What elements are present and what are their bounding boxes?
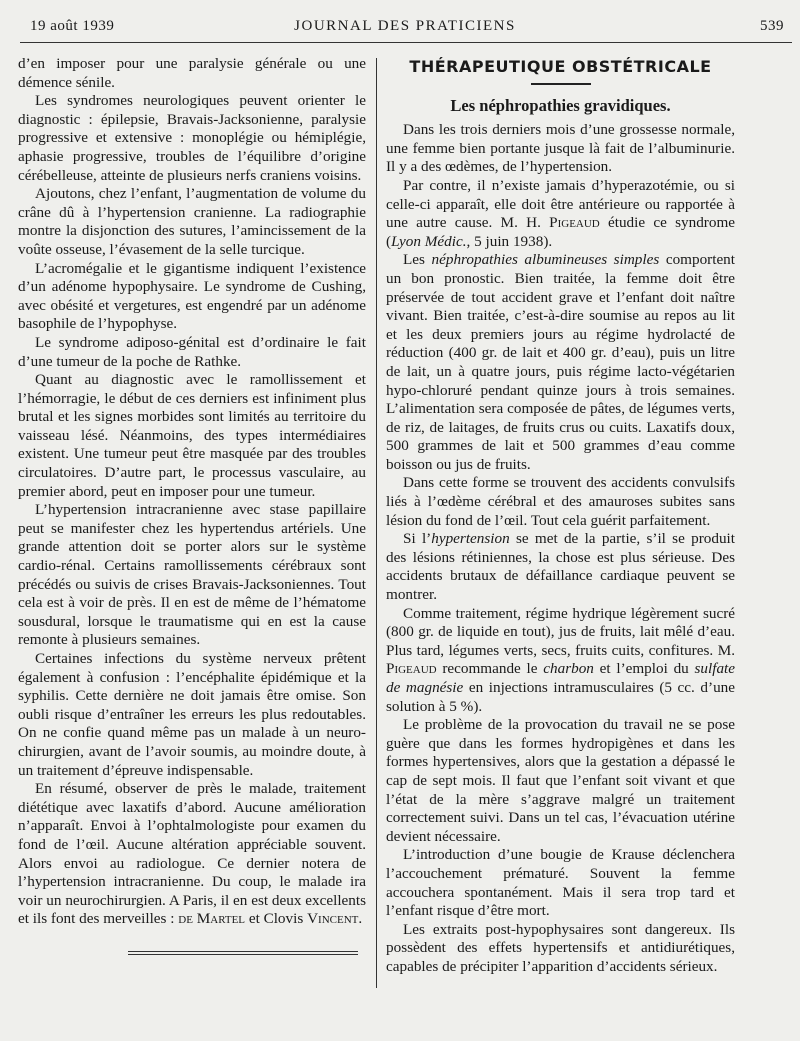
article-title: Les néphropathies gravidiques.	[450, 95, 671, 115]
text-run: Si l’	[403, 530, 432, 548]
section-title: THÉRAPEUTIQUE OBSTÉTRICALE	[409, 57, 712, 76]
emphasis: néphropathies albumineuses simples	[431, 251, 660, 269]
header-rule	[20, 42, 792, 43]
paragraph: Dans cette forme se trouvent des accidents convulsifs liés à l’œdème cérébral et des amauroses subites sans lésion du fond de l’œil. Tout cela guérit parfaitement.	[386, 474, 735, 529]
title-rule	[531, 83, 591, 85]
sentence-end: .	[358, 910, 363, 928]
header-date: 19 août 1939	[30, 18, 115, 34]
author-name: Pigeaud	[549, 214, 600, 232]
text-run: Comme traitement, régime hydrique légèrement sucré (800 gr. de liquide en tout), jus de fruits, lait mêlé d’eau. Plus tard, légumes verts, secs, fruits cuits, confitures. M.	[386, 604, 735, 659]
emphasis: hypertension	[431, 530, 510, 548]
text-run: Par contre, il n’existe jamais d’hyperazotémie, ou si celle-ci apparaît, elle doit être antérieure ou rapportée à une autre cause. M. H.	[386, 176, 735, 232]
paragraph: Quant au diagnostic avec le ramollissement et l’hémorragie, le début de ces derniers est infiniment plus brutal et les signes morbides sont limités au territoire du vaisseau lésé. Néanmoins, des types intermédiaires existent. Une tumeur peut être masquée par des troubles circulatoires. D’autre part, le processus vasculaire, au premier abord, peut en imposer pour une tumeur.	[18, 371, 366, 500]
text-run: Les	[403, 251, 432, 269]
author-name: de Martel	[178, 910, 246, 928]
paragraph	[386, 605, 735, 717]
text-run: étudie ce syndrome (	[386, 214, 735, 250]
author-name: Pigeaud	[386, 660, 437, 678]
paragraph: Le problème de la provocation du travail ne se pose guère que dans les formes hydropigènes et dans les formes hypertensives, alors que la gestation a dépassé le cap de sept mois. Il faut que l’enfant soit vivant et que l’état de la mère s’aggrave malgré un traitement correctement suivi. Dans un tel cas, l’évacuation utérine devient nécessaire.	[386, 716, 735, 845]
emphasis: sulfate de magnésie	[386, 660, 736, 696]
conclusion-paragraph	[18, 780, 366, 929]
end-rule	[128, 951, 358, 957]
paragraph	[386, 251, 735, 474]
emphasis: charbon	[543, 660, 594, 678]
paragraph: Dans les trois derniers mois d’une grossesse normale, une femme bien portante jusque là fait de l’albuminurie. Il y a des œdèmes, de l’hypertension.	[386, 121, 735, 176]
conclusion-text: En résumé, observer de près le malade, traitement diététique avec laxatifs d’abord. Aucune amélioration n’apparaît. Envoi à l’ophtalmologiste pour examen du fond de l’œil. Aucune altération appréciable souvent. Alors envoi au radiologue. Ce dernier notera de l’hypertension intracranienne. Du coup, le malade ira voir un neurochirurgien. A Paris, il en est deux excellents et ils font des merveilles :	[18, 780, 366, 928]
paragraph: d’en imposer pour une paralysie générale ou une démence sénile.	[18, 55, 366, 91]
text-run: comportent un bon pronostic. Bien traitée, la femme doit être préservée de tout accident grave et l’enfant doit naître vivant. Bien traitée, c’est-à-dire soumise au repos au lit et les deux premiers jours au régime hydrolacté de réduction (400 gr. de lait et 400 gr. d’eau), puis un litre de lait, un à quatre jours, puis régime lacto-végétarien hypo-chloruré pendant quinze jours à trois semaines. L’alimentation sera composée de pâtes, de légumes verts, de riz, de laitages, de fruits crus ou cuits. Laxatifs doux, 500 grammes de lait et 500 grammes d’eau comme boisson ou jus de fruits.	[386, 251, 735, 473]
column-divider	[376, 58, 377, 988]
paragraph: Ajoutons, chez l’enfant, l’augmentation de volume du crâne dû à l’hypertension cranienne. La radiographie montre la disjonction des sutures, l’amincissement de la voûte osseuse, l’évasement de la selle turcique.	[18, 185, 366, 258]
text-run: se met de la partie, s’il se produit des lésions rétiniennes, la chose est plus sérieuse. Des accidents brutaux de défaillance cardiaque peuvent se montrer.	[386, 530, 735, 604]
right-column	[386, 55, 735, 977]
paragraph: L’introduction d’une bougie de Krause déclenchera l’accouchement prématuré. Souvent la femme accouchera spontanément. Mais il sera trop tard et l’enfant risque d’être mort.	[386, 846, 735, 920]
paragraph	[386, 530, 735, 604]
text-run: , 5 juin 1938).	[466, 232, 553, 250]
author-name: Vincent	[307, 910, 359, 928]
paragraph: Les extraits post-hypophysaires sont dangereux. Ils possèdent des effets hypertensifs et antidiurétiques, capables de précipiter l’apparition d’accidents sérieux.	[386, 920, 735, 975]
journal-reference: Lyon Médic.	[391, 232, 467, 250]
paragraph	[386, 177, 735, 251]
paragraph: Certaines infections du système nerveux prêtent également à confusion : l’encéphalite épidémique et la syphilis. Cette dernière ne doit jamais être omise. Son oubli risque d’entraîner les erreurs les plus redoutables. On ne confie quand même pas un malade à un neuro-chirurgien, avant de l’avoir soumis, au moindre doute, à un traitement d’épreuve indispensable.	[18, 650, 366, 779]
journal-title: JOURNAL DES PRATICIENS	[294, 18, 516, 34]
page-number: 539	[760, 18, 784, 34]
paragraph: Le syndrome adiposo-génital est d’ordinaire le fait d’une tumeur de la poche de Rathke.	[18, 333, 366, 370]
paragraph: Les syndromes neurologiques peuvent orienter le diagnostic : épilepsie, Bravais-Jacksonienne, paralysie progressive et extensive : monoplégie ou hémiplégie, aphasie progressive, troubles de l’équilibre d’origine cérébelleuse, atteinte de plusieurs nerfs craniens voisins.	[18, 92, 366, 184]
text-run: et l’emploi du	[593, 660, 695, 678]
text-run: en injections intramusculaires (5 cc. d’une solution à 5 %).	[386, 679, 735, 715]
paragraph: L’hypertension intracranienne avec stase papillaire peut se manifester chez les hypertendus artériels. Une grande attention doit se porter alors sur le système cardio-rénal. Certains ramollissements cérébraux sont précédés ou suivis de crises Bravais-Jacksoniennes. Tout cela est à voir de près. Il en est de même de l’hématome sousdural, lorsque le traumatisme qui en est la cause remonte à plusieurs semaines.	[18, 501, 366, 649]
author-joiner: et Clovis	[245, 910, 308, 928]
text-run: recommande le	[436, 660, 544, 678]
left-column	[18, 55, 366, 929]
running-header	[20, 14, 790, 40]
paragraph: L’acromégalie et le gigantisme indiquent l’existence d’un adénome hypophysaire. Le syndrome de Cushing, avec obésité et vergetures, est engendré par un adénome basophile de l’hypophyse.	[18, 259, 366, 333]
